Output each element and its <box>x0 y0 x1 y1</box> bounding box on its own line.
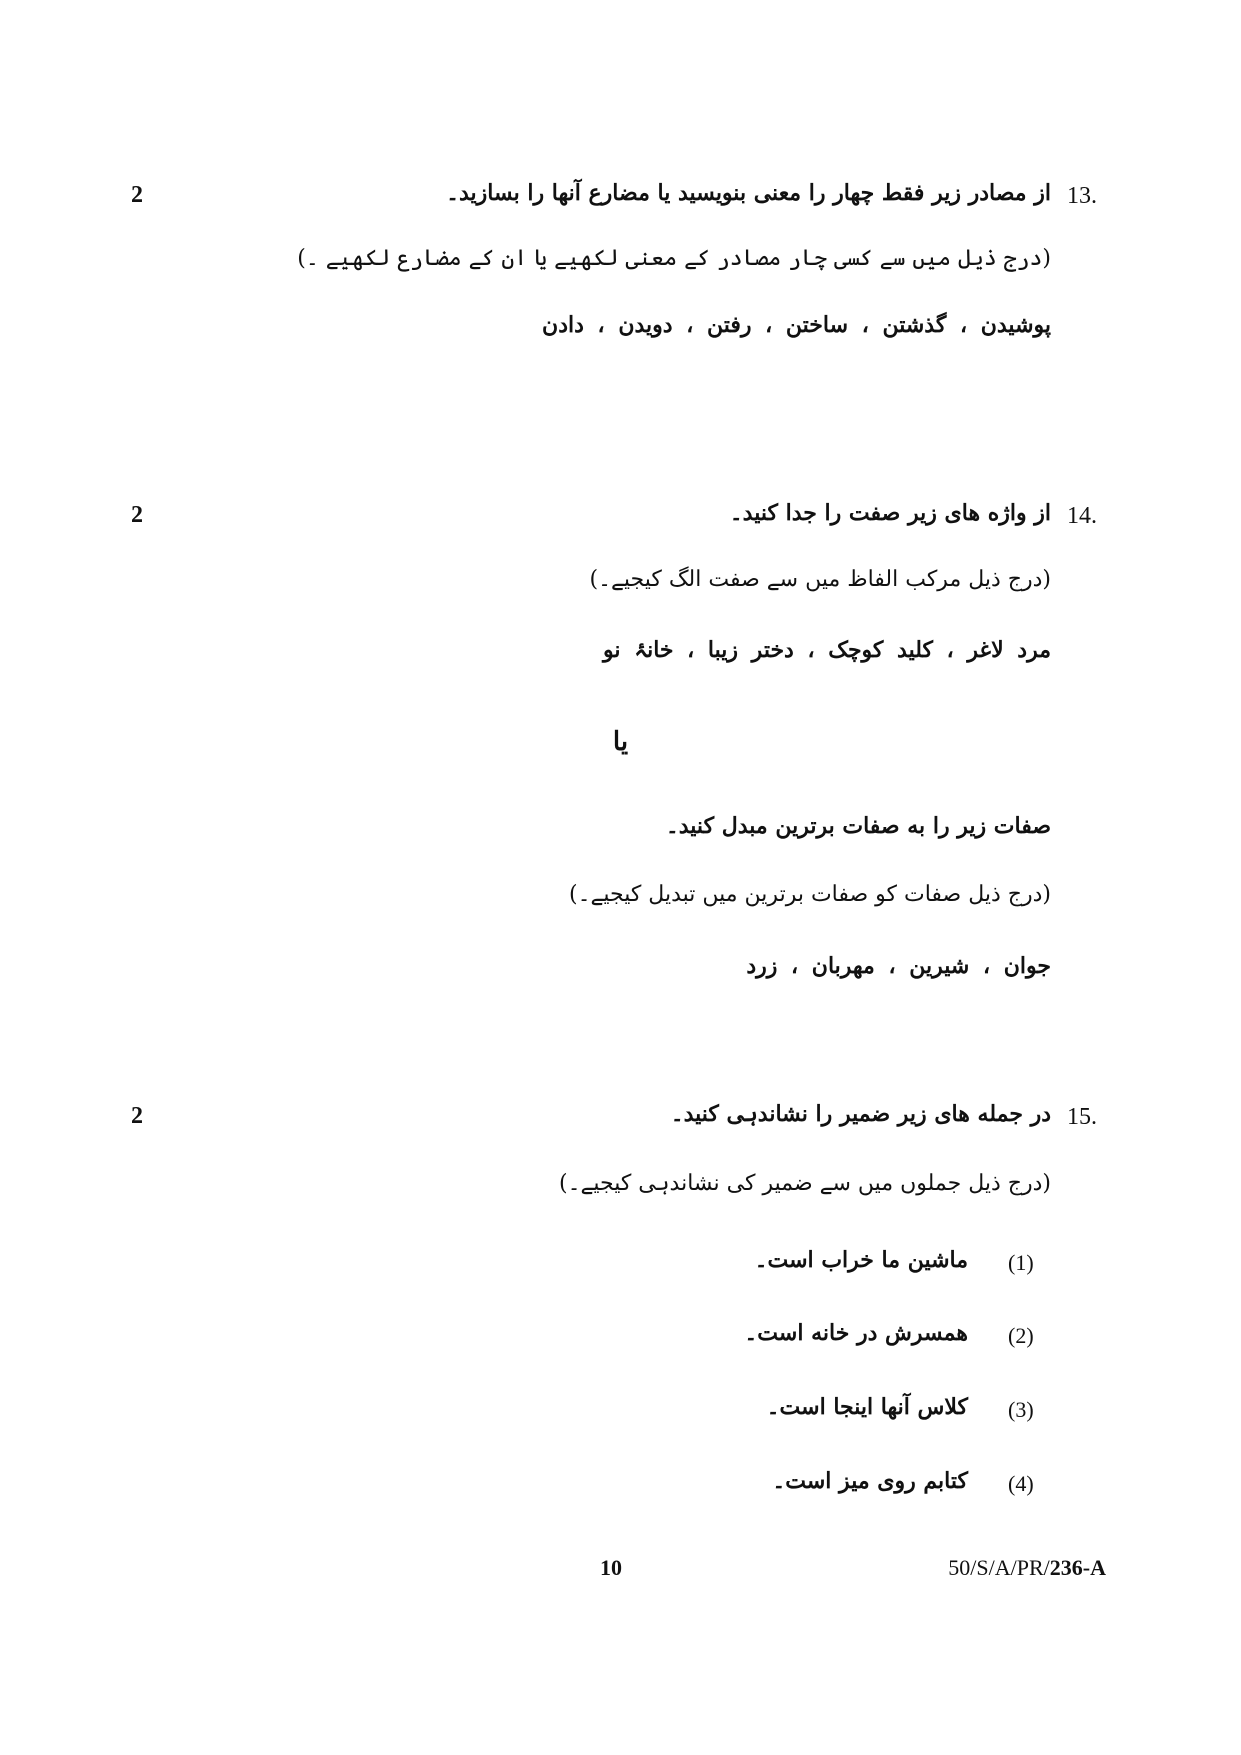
q15-item-number: (4) <box>1008 1471 1034 1496</box>
paper-code-prefix: 50/S/A/PR/ <box>948 1555 1050 1580</box>
q15-item-number: (2) <box>1008 1323 1034 1348</box>
q14-word-list: مرد لاغر ، کلید کوچک ، دختر زیبا ، خانۂ نو <box>603 637 1051 663</box>
q15-item-number: (1) <box>1008 1250 1034 1275</box>
q13-marks: 2 <box>131 182 143 208</box>
q15-item-sentence: همسرش در خانه است۔ <box>744 1320 968 1346</box>
q15-number: 15. <box>1067 1104 1097 1130</box>
q15-item-sentence: کلاس آنها اینجا است۔ <box>766 1394 968 1420</box>
q14-number: 14. <box>1067 503 1097 529</box>
q14-urdu-instruction: (درج ذیل مرکب الفاظ میں سے صفت الگ کیجیے۔) <box>589 567 1051 592</box>
q14-persian-instruction: از واژه های زیر صفت را جدا کنید۔ <box>729 500 1051 526</box>
q15-item-sentence: ماشین ما خراب است۔ <box>754 1247 968 1273</box>
q13-number: 13. <box>1067 183 1097 209</box>
q13-word-list: پوشیدن ، گذشتن ، ساختن ، رفتن ، دویدن ، دادن <box>542 312 1051 338</box>
page-number: 10 <box>600 1555 622 1580</box>
q15-marks: 2 <box>131 1103 143 1129</box>
q14-alt-persian-instruction: صفات زیر را به صفات برترین مبدل کنید۔ <box>665 813 1051 839</box>
q14-alt-word-list: جوان ، شیرین ، مهربان ، زرد <box>746 953 1051 979</box>
q14-marks: 2 <box>131 502 143 528</box>
q15-persian-instruction: در جمله های زیر ضمیر را نشاندہی کنید۔ <box>670 1101 1051 1127</box>
q15-item-number: (3) <box>1008 1397 1034 1422</box>
q15-urdu-instruction: (درج ذیل جملوں میں سے ضمیر کی نشاندہی کیجیے۔) <box>558 1171 1051 1196</box>
q13-persian-instruction: از مصادر زیر فقط چهار را معنی بنویسید یا مضارع آنها را بسازید۔ <box>446 180 1051 206</box>
q13-urdu-instruction: (درج ذیل میں سے کسی چار مصادر کے معنی لکھیے یا ان کے مضارع لکھیے ۔) <box>297 246 1051 271</box>
paper-code <box>948 1555 1106 1581</box>
q14-alt-urdu-instruction: (درج ذیل صفات کو صفات برترین میں تبدیل کیجیے۔) <box>569 882 1051 907</box>
q14-or-divider: یا <box>612 727 629 757</box>
q15-item-sentence: کتابم روی میز است۔ <box>772 1468 968 1494</box>
paper-code-suffix: 236-A <box>1049 1555 1106 1580</box>
